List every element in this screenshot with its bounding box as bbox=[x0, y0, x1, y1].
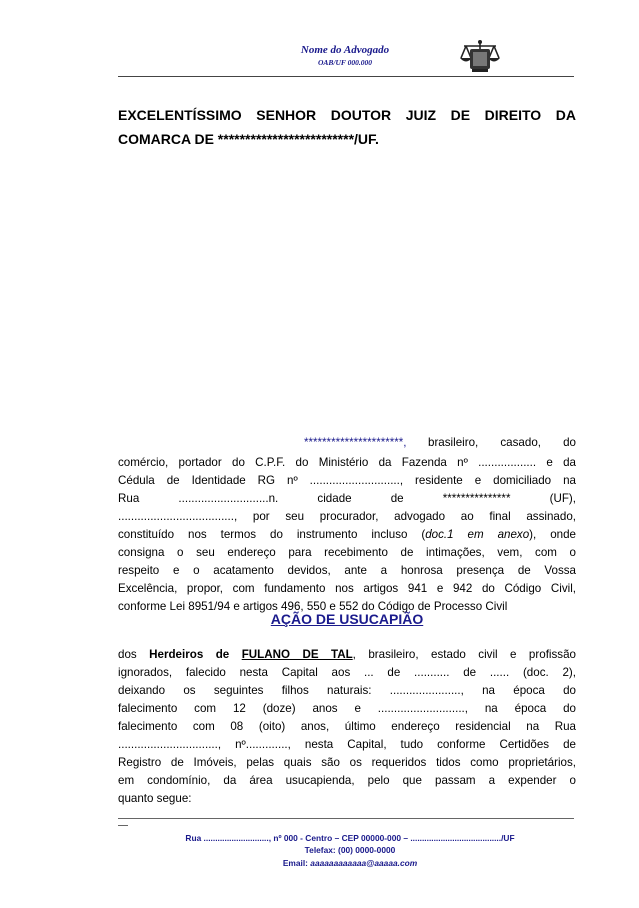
footer-divider bbox=[118, 818, 574, 819]
defendants-line: falecimento com 12 (doze) anos e ..........................., na época do bbox=[118, 702, 576, 715]
qualification-line: Excelência, propor, com fundamento nos artigos 941 e 942 do Código Civil, bbox=[118, 582, 576, 595]
qualification-line: comércio, portador do C.P.F. do Ministério da Fazenda nº .................. e da bbox=[118, 456, 576, 469]
lawyer-oab-number: OAB/UF 000.000 bbox=[317, 58, 373, 67]
footer-divider-tail bbox=[118, 825, 128, 826]
defendants-prefix: dos bbox=[118, 648, 150, 661]
defendants-line: quanto segue: bbox=[118, 792, 192, 805]
defendants-line: deixando os seguintes filhos naturais: ......................, na época do bbox=[118, 684, 576, 697]
qualification-line: Rua ............................n. cidade de *************** (UF), bbox=[118, 492, 576, 505]
footer-email-label: Email: bbox=[282, 858, 311, 868]
qualification-line: constituído nos termos do instrumento incluso (doc.1 em anexo), onde bbox=[118, 528, 576, 541]
defendants-line: falecimento com 08 (oito) anos, último endereço residencial na Rua bbox=[118, 720, 576, 733]
defendant-name: FULANO DE TAL bbox=[241, 648, 353, 661]
qualification-line: conforme Lei 8951/94 e artigos 496, 550 e 552 do Código de Processo Civil bbox=[118, 600, 508, 613]
qualification-line: consigna o seu endereço para recebimento de intimações, vem, com o bbox=[118, 546, 576, 559]
footer-phone: Telefax: (00) 0000-0000 bbox=[304, 845, 396, 855]
defendants-first-line bbox=[118, 646, 576, 664]
defendants-first-rest: , brasileiro, estado civil e profissão bbox=[352, 648, 576, 661]
qualification-line-doc bbox=[118, 526, 576, 544]
qualification-line: ...................................., por seu procurador, advogado ao final assinado, bbox=[118, 510, 576, 523]
footer-email-address: aaaaaaaaaaaa@aaaaa.com bbox=[310, 858, 418, 868]
court-address bbox=[118, 103, 576, 151]
header-divider bbox=[118, 76, 574, 77]
action-title: AÇÃO DE USUCAPIÃO bbox=[270, 611, 424, 627]
defendants-paragraph bbox=[118, 646, 576, 808]
scales-of-justice-icon bbox=[458, 38, 502, 74]
footer-email-line bbox=[100, 858, 600, 868]
footer-address: Rua ............................, nº 000 - Centro – CEP 00000-000 – ......................................./UF bbox=[185, 833, 515, 843]
qualification-first-line-end: brasileiro, casado, do bbox=[428, 436, 576, 449]
court-address-line-2: COMARCA DE *************************/UF. bbox=[118, 131, 379, 147]
defendants-line: em condomínio, da área usucapienda, pelo que passam a expender o bbox=[118, 774, 576, 787]
defendants-line: ..............................., nº............., nesta Capital, tudo conforme Certidões de bbox=[118, 738, 576, 751]
defendants-line: ignorados, falecido nesta Capital aos ... de ........... de ...... (doc. 2), bbox=[118, 666, 576, 679]
qualification-paragraph bbox=[118, 454, 576, 616]
qualification-line: respeito e o acatamento devidos, ante a honrosa presença de Vossa bbox=[118, 564, 576, 577]
defendants-heirs: Herdeiros de bbox=[149, 648, 230, 661]
defendants-line: Registro de Imóveis, pelas quais são os requeridos tidos como proprietários, bbox=[118, 756, 576, 769]
lawyer-name: Nome do Advogado bbox=[300, 44, 390, 56]
doc-reference: doc.1 em anexo bbox=[425, 528, 530, 541]
qualification-line: Cédula de Identidade RG nº ............................, residente e domiciliado na bbox=[118, 474, 576, 487]
plaintiff-name-placeholder: **********************, bbox=[304, 436, 407, 449]
court-address-line-1: EXCELENTÍSSIMO SENHOR DOUTOR JUIZ DE DIREITO DA bbox=[118, 107, 576, 123]
